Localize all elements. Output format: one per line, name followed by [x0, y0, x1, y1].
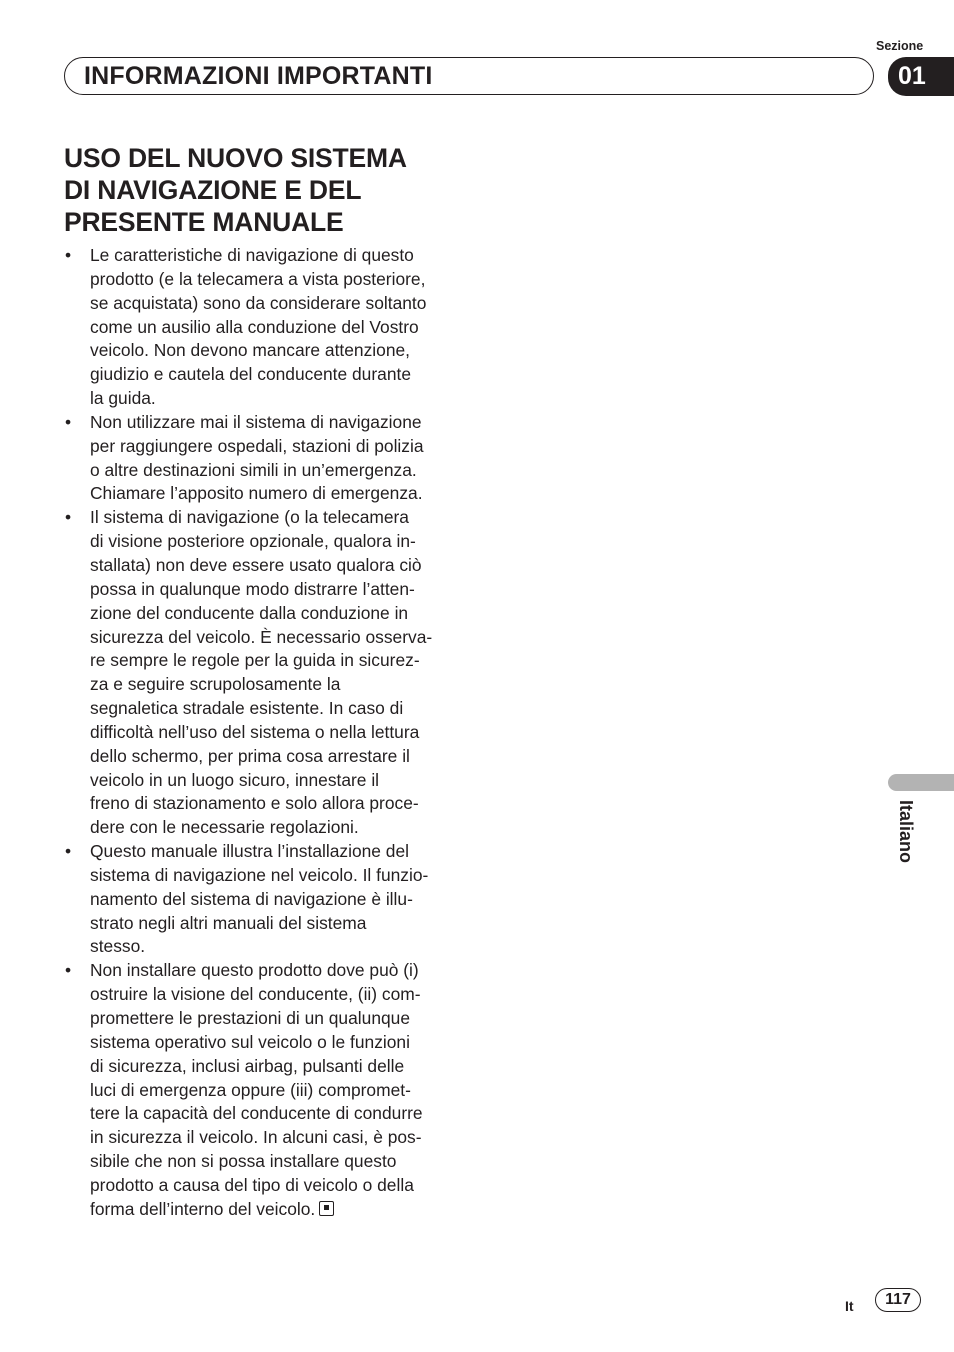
bullet-text-line: la guida. — [90, 388, 156, 409]
bullet-item — [64, 506, 464, 840]
bullet-text-line: Non installare questo prodotto dove può (i) — [90, 960, 419, 981]
bullet-text-line: stesso. — [90, 936, 146, 957]
bullet-text-line: sistema operativo sul veicolo o le funzioni — [90, 1031, 410, 1052]
bullet-item — [64, 244, 464, 411]
bullet-text-line: ostruire la visione del conducente, (ii) com- — [90, 984, 421, 1005]
heading-line: PRESENTE MANUALE — [64, 207, 344, 237]
bullet-text-line: veicolo. Non devono mancare attenzione, — [90, 340, 410, 361]
page-heading — [64, 142, 484, 238]
bullet-text-line: promettere le prestazioni di un qualunque — [90, 1008, 411, 1028]
bullet-text-line: veicolo in un luogo sicuro, innestare il — [90, 769, 380, 790]
heading-line: DI NAVIGAZIONE E DEL — [64, 175, 362, 205]
bullet-item — [64, 411, 464, 506]
bullet-text-line: in sicurezza il veicolo. In alcuni casi, è pos- — [90, 1127, 422, 1148]
bullet-text-line: come un ausilio alla conduzione del Vostro — [90, 316, 419, 337]
bullet-item — [64, 840, 464, 959]
page-number: 117 — [875, 1288, 921, 1312]
bullet-text-line: segnaletica stradale esistente. In caso di — [90, 698, 404, 719]
bullet-text-line: freno di stazionamento e solo allora proce- — [90, 793, 419, 814]
bullet-text-line: zione del conducente dalla conduzione in — [90, 602, 409, 623]
bullet-text-line: per raggiungere ospedali, stazioni di polizia — [90, 435, 424, 456]
footer-language-code: It — [845, 1298, 854, 1314]
bullet-text-line: se acquistata) sono da considerare soltanto — [90, 292, 427, 313]
bullet-text-line: Questo manuale illustra l’installazione del — [90, 841, 410, 862]
bullet-text-line: luci di emergenza oppure (iii) compromet- — [90, 1079, 411, 1100]
bullet-text-line: Le caratteristiche di navigazione di questo — [90, 245, 414, 265]
section-label: Sezione — [876, 39, 924, 53]
bullet-item — [64, 959, 464, 1221]
bullet-text-line: Chiamare l’apposito numero di emergenza. — [90, 483, 423, 504]
bullet-text-line: o altre destinazioni simili in un’emergenza. — [90, 459, 417, 480]
bullet-dot: • — [65, 411, 72, 432]
bullet-text-line: prodotto a causa del tipo di veicolo o della — [90, 1174, 414, 1195]
language-tab — [888, 774, 954, 791]
bullet-text-line: za e seguire scrupolosamente la — [90, 674, 341, 695]
language-label: Italiano — [896, 800, 916, 864]
bullet-text-line: sistema di navigazione nel veicolo. Il funzio- — [90, 864, 429, 885]
end-of-section-icon — [319, 1201, 334, 1216]
bullet-text-line: stallata) non deve essere usato qualora ciò — [90, 554, 422, 575]
bullet-text-line: dello schermo, per prima cosa arrestare il — [90, 745, 410, 766]
bullet-dot: • — [65, 960, 72, 981]
bullet-text-line: sicurezza del veicolo. È necessario osserva- — [90, 626, 433, 647]
bullet-text-line: namento del sistema di navigazione è illu- — [90, 888, 413, 909]
bullet-text-line: possa in qualunque modo distrarre l’atten- — [90, 578, 415, 599]
bullet-text-line: tere la capacità del conducente di condurre — [90, 1103, 423, 1124]
bullet-dot: • — [65, 841, 72, 862]
bullet-dot: • — [65, 507, 72, 528]
bullet-list — [64, 244, 464, 1222]
bullet-text-line: giudizio e cautela del conducente durante — [90, 364, 411, 385]
heading-line: USO DEL NUOVO SISTEMA — [64, 143, 407, 173]
bullet-text-line: re sempre le regole per la guida in sicurez- — [90, 650, 420, 671]
bullet-text-line: Il sistema di navigazione (o la telecamera — [90, 507, 409, 528]
section-number: 01 — [898, 62, 926, 90]
bullet-text-line: di sicurezza, inclusi airbag, pulsanti delle — [90, 1055, 405, 1076]
bullet-text-line: prodotto (e la telecamera a vista posteriore, — [90, 268, 426, 289]
bullet-text-line: dere con le necessarie regolazioni. — [90, 817, 359, 838]
bullet-text-line: di visione posteriore opzionale, qualora in- — [90, 531, 416, 552]
section-header-title: INFORMAZIONI IMPORTANTI — [84, 62, 433, 90]
bullet-text-line: difficoltà nell’uso del sistema o nella lettura — [90, 721, 420, 742]
bullet-text-line: forma dell’interno del veicolo. — [90, 1198, 316, 1219]
bullet-text-line: sibile che non si possa installare questo — [90, 1151, 397, 1172]
bullet-text-line: Non utilizzare mai il sistema di navigazione — [90, 411, 422, 432]
bullet-dot: • — [65, 245, 72, 265]
bullet-text-line: strato negli altri manuali del sistema — [90, 912, 367, 933]
